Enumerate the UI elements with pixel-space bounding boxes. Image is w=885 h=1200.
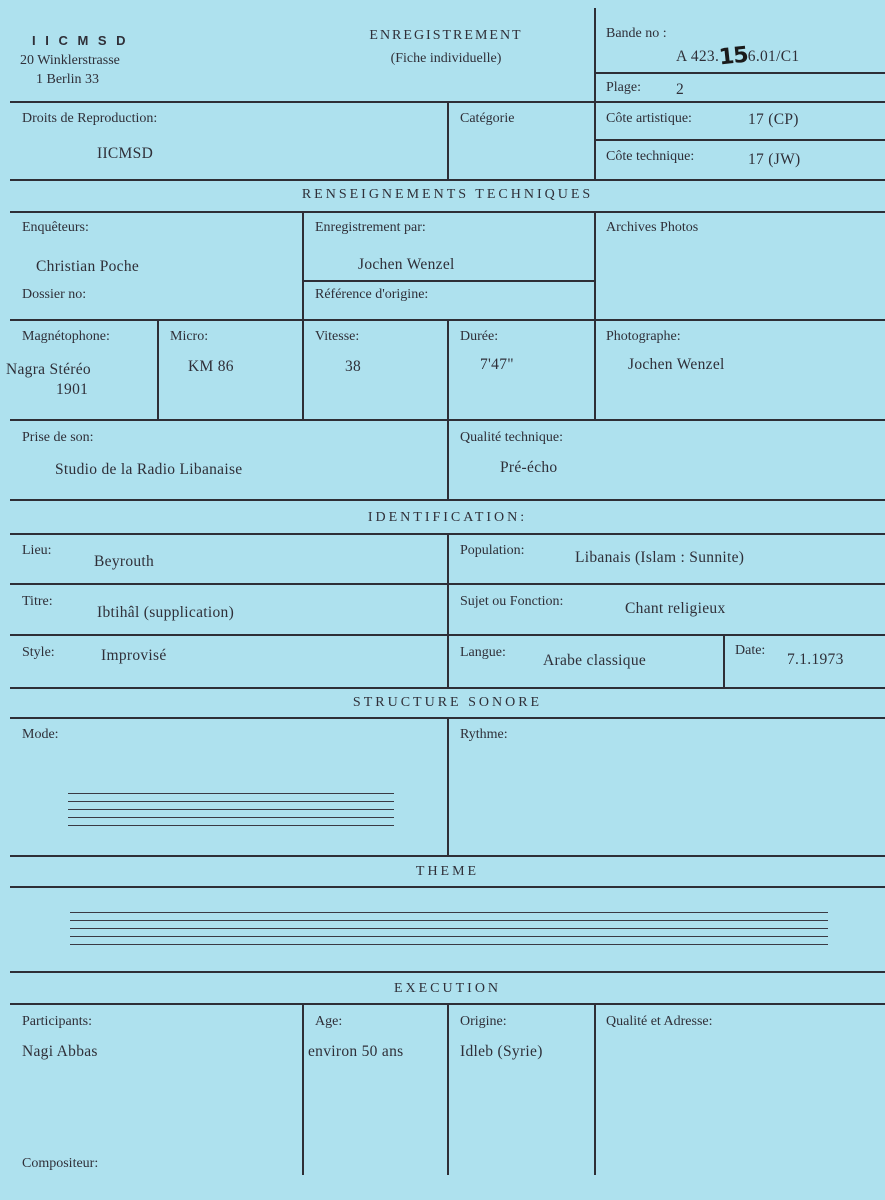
magnetophone-label: Magnétophone:: [22, 329, 110, 344]
org-acronym: I I C M S D: [32, 33, 129, 48]
magnetophone-value-2: 1901: [56, 381, 89, 398]
staff-line: [70, 920, 828, 921]
age-label: Age:: [315, 1014, 343, 1029]
rule: [10, 886, 885, 888]
rule: [723, 634, 725, 687]
droits-value: IICMSD: [97, 145, 154, 162]
enqueteurs-label: Enquêteurs:: [22, 220, 89, 235]
bande-number: [676, 42, 800, 71]
bande-handwritten: 15: [717, 42, 749, 71]
address-line-1: 20 Winklerstrasse: [20, 53, 120, 68]
prise-label: Prise de son:: [22, 430, 94, 445]
cote-technique-value: 17 (JW): [748, 151, 801, 168]
rule: [447, 319, 449, 419]
participants-label: Participants:: [22, 1014, 92, 1029]
enregistrement-par-label: Enregistrement par:: [315, 220, 426, 235]
rule: [447, 533, 449, 687]
staff-line: [70, 928, 828, 929]
rule: [10, 179, 885, 181]
rule: [302, 1003, 304, 1175]
bande-suffix: 6.01/C1: [747, 48, 800, 65]
cote-artistique-value: 17 (CP): [748, 111, 799, 128]
archives-label: Archives Photos: [606, 220, 699, 235]
vitesse-value: 38: [345, 358, 362, 375]
vitesse-label: Vitesse:: [315, 329, 360, 344]
enqueteurs-value: Christian Poche: [36, 258, 140, 275]
enregistrement-par-value: Jochen Wenzel: [358, 256, 455, 273]
section-title-execution: EXECUTION: [393, 981, 502, 996]
duree-value: 7'47": [480, 356, 514, 373]
cote-technique-label: Côte technique:: [606, 149, 695, 164]
duree-label: Durée:: [460, 329, 499, 344]
rule: [594, 72, 885, 74]
micro-value: KM 86: [188, 358, 234, 375]
photographe-label: Photographe:: [606, 329, 681, 344]
cote-artistique-label: Côte artistique:: [606, 111, 692, 126]
titre-label: Titre:: [22, 594, 53, 609]
section-title-structure: STRUCTURE SONORE: [352, 695, 543, 710]
titre-value: Ibtihâl (supplication): [97, 604, 235, 621]
reference-label: Référence d'origine:: [315, 287, 429, 302]
droits-label: Droits de Reproduction:: [22, 111, 158, 126]
langue-label: Langue:: [460, 645, 506, 660]
rule: [10, 211, 885, 213]
qualite-label: Qualité technique:: [460, 430, 564, 445]
plage-value: 2: [676, 81, 685, 98]
rule: [447, 101, 449, 179]
staff-line: [68, 801, 394, 802]
age-value: environ 50 ans: [308, 1043, 404, 1060]
rule: [302, 211, 304, 419]
rule: [594, 8, 596, 179]
population-label: Population:: [460, 543, 525, 558]
rule: [447, 419, 449, 499]
style-label: Style:: [22, 645, 55, 660]
photographe-value: Jochen Wenzel: [628, 356, 725, 373]
section-title-identification: IDENTIFICATION:: [367, 510, 528, 525]
rule: [10, 687, 885, 689]
origine-label: Origine:: [460, 1014, 507, 1029]
mode-label: Mode:: [22, 727, 59, 742]
participants-value: Nagi Abbas: [22, 1043, 98, 1060]
prise-value: Studio de la Radio Libanaise: [55, 461, 243, 478]
qualite-value: Pré-écho: [500, 459, 558, 476]
sujet-value: Chant religieux: [625, 600, 726, 617]
magnetophone-value-1: Nagra Stéréo: [6, 361, 91, 378]
lieu-label: Lieu:: [22, 543, 52, 558]
staff-line: [70, 944, 828, 945]
rule: [157, 319, 159, 419]
rule: [594, 139, 885, 141]
staff-line: [70, 936, 828, 937]
section-title-theme: THEME: [415, 864, 480, 879]
rule: [594, 1003, 596, 1175]
rule: [594, 211, 596, 419]
qualite-adresse-label: Qualité et Adresse:: [606, 1014, 713, 1029]
rule: [10, 499, 885, 501]
population-value: Libanais (Islam : Sunnite): [575, 549, 745, 566]
date-value: 7.1.1973: [787, 651, 844, 668]
plage-label: Plage:: [606, 80, 641, 95]
sujet-label: Sujet ou Fonction:: [460, 594, 564, 609]
card-subtitle: (Fiche individuelle): [390, 51, 502, 66]
langue-value: Arabe classique: [543, 652, 647, 669]
rule: [447, 717, 449, 855]
bande-prefix: A 423.: [676, 48, 720, 65]
rule: [10, 971, 885, 973]
lieu-value: Beyrouth: [94, 553, 155, 570]
staff-line: [70, 912, 828, 913]
address-line-2: 1 Berlin 33: [36, 72, 99, 87]
section-title-technical: RENSEIGNEMENTS TECHNIQUES: [301, 187, 594, 202]
rule: [10, 855, 885, 857]
style-value: Improvisé: [101, 647, 167, 664]
micro-label: Micro:: [170, 329, 209, 344]
card-title: ENREGISTREMENT: [369, 28, 523, 43]
staff-line: [68, 809, 394, 810]
categorie-label: Catégorie: [460, 111, 515, 126]
origine-value: Idleb (Syrie): [460, 1043, 543, 1060]
rythme-label: Rythme:: [460, 727, 508, 742]
staff-line: [68, 793, 394, 794]
rule: [302, 280, 594, 282]
rule: [447, 1003, 449, 1175]
dossier-label: Dossier no:: [22, 287, 87, 302]
date-label: Date:: [735, 643, 766, 658]
staff-line: [68, 817, 394, 818]
bande-label: Bande no :: [606, 26, 667, 41]
compositeur-label: Compositeur:: [22, 1156, 99, 1171]
staff-line: [68, 825, 394, 826]
